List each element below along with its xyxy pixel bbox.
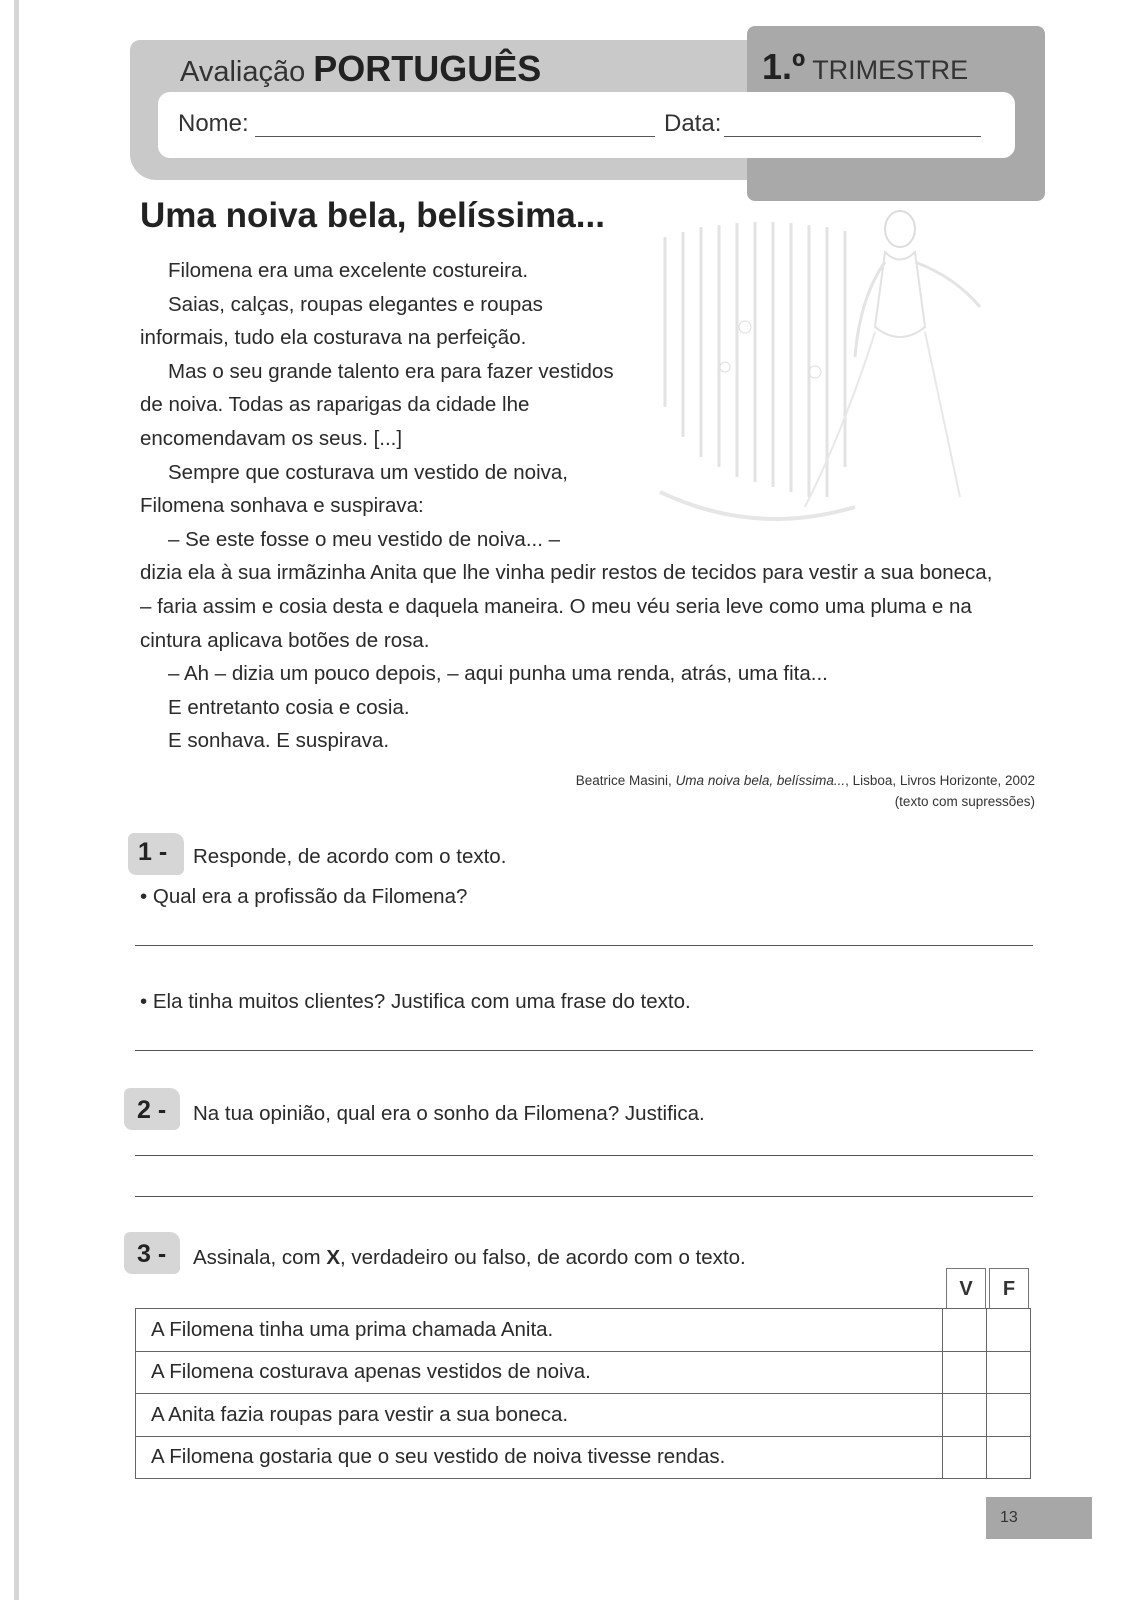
- question-3-mark: X: [326, 1246, 340, 1269]
- citation-work: Uma noiva bela, belíssima...: [675, 773, 846, 788]
- true-checkbox[interactable]: [943, 1436, 987, 1479]
- story-line: Filomena era uma excelente costureira.: [168, 259, 529, 282]
- question-3-prompt: [193, 1246, 746, 1270]
- true-checkbox[interactable]: [943, 1309, 987, 1352]
- name-field[interactable]: [255, 136, 655, 137]
- story-line: encomendavam os seus. [...]: [140, 426, 403, 450]
- question-1-prompt: Responde, de acordo com o texto.: [193, 845, 507, 868]
- source-citation: [576, 770, 1035, 812]
- column-header-v: V: [946, 1268, 986, 1308]
- table-row: [136, 1394, 1031, 1437]
- story-line: Sempre que costurava um vestido de noiva,: [168, 460, 568, 484]
- false-checkbox[interactable]: [987, 1394, 1031, 1437]
- date-field[interactable]: [724, 136, 981, 137]
- page-number: 13: [986, 1497, 1092, 1539]
- table-row: [136, 1436, 1031, 1479]
- answer-line-2b[interactable]: [135, 1196, 1033, 1197]
- statement-cell: A Filomena tinha uma prima chamada Anita.: [136, 1309, 943, 1352]
- question-3-prompt-start: Assinala, com: [193, 1246, 327, 1269]
- story-line: Saias, calças, roupas elegantes e roupas: [168, 292, 543, 316]
- story-line: dizia ela à sua irmãzinha Anita que lhe vinha pedir restos de tecidos para vestir a sua boneca,: [140, 561, 993, 585]
- question-1-number: 1 -: [138, 838, 168, 866]
- statement-cell: A Filomena gostaria que o seu vestido de noiva tivesse rendas.: [136, 1436, 943, 1479]
- story-line: – Se este fosse o meu vestido de noiva... –: [168, 527, 561, 551]
- assessment-label: Avaliação: [180, 56, 306, 88]
- assessment-title: [180, 48, 541, 90]
- false-checkbox[interactable]: [987, 1309, 1031, 1352]
- term-label: [762, 46, 968, 88]
- story-line: informais, tudo ela costurava na perfeição.: [140, 326, 527, 350]
- question-3-prompt-end: , verdadeiro ou falso, de acordo com o texto.: [340, 1246, 746, 1269]
- answer-line-1a[interactable]: [135, 945, 1033, 946]
- header-banner: [130, 40, 1045, 185]
- student-info-box: [158, 92, 1015, 158]
- answer-line-2a[interactable]: [135, 1155, 1033, 1156]
- story-line: Filomena sonhava e suspirava:: [140, 494, 424, 518]
- term-number: 1.º: [762, 46, 806, 87]
- story-line: – faria assim e cosia desta e daquela maneira. O meu véu seria leve como uma pluma e na: [140, 594, 972, 618]
- citation-note: (texto com supressões): [894, 794, 1035, 809]
- term-text: TRIMESTRE: [812, 55, 969, 85]
- false-checkbox[interactable]: [987, 1436, 1031, 1479]
- statement-cell: A Anita fazia roupas para vestir a sua boneca.: [136, 1394, 943, 1437]
- question-3-number: 3 -: [137, 1240, 167, 1268]
- story-line: cintura aplicava botões de rosa.: [140, 628, 430, 652]
- subject-label: PORTUGUÊS: [313, 48, 542, 89]
- false-checkbox[interactable]: [987, 1351, 1031, 1394]
- date-label: Data:: [664, 110, 722, 137]
- story-title: Uma noiva bela, belíssima...: [140, 196, 605, 235]
- question-2-number: 2 -: [137, 1096, 167, 1124]
- true-checkbox[interactable]: [943, 1394, 987, 1437]
- table-row: [136, 1309, 1031, 1352]
- statement-cell: A Filomena costurava apenas vestidos de noiva.: [136, 1351, 943, 1394]
- true-false-table: [135, 1308, 1031, 1479]
- true-checkbox[interactable]: [943, 1351, 987, 1394]
- name-label: Nome:: [178, 110, 249, 137]
- table-row: [136, 1351, 1031, 1394]
- story-line: – Ah – dizia um pouco depois, – aqui punha uma renda, atrás, uma fita...: [168, 662, 828, 686]
- story-line: E entretanto cosia e cosia.: [168, 695, 410, 719]
- story-line: de noiva. Todas as raparigas da cidade lhe: [140, 393, 530, 417]
- citation-author: Beatrice Masini,: [575, 773, 672, 788]
- question-2-prompt: Na tua opinião, qual era o sonho da Filomena? Justifica.: [193, 1102, 705, 1125]
- question-1b-text: • Ela tinha muitos clientes? Justifica com uma frase do texto.: [140, 990, 691, 1013]
- story-line: Mas o seu grande talento era para fazer vestidos: [168, 359, 614, 383]
- question-1a-text: • Qual era a profissão da Filomena?: [140, 885, 468, 908]
- citation-publisher: , Lisboa, Livros Horizonte, 2002: [845, 773, 1035, 788]
- binding-edge: [14, 0, 19, 1600]
- answer-line-1b[interactable]: [135, 1050, 1033, 1051]
- story-text: [140, 254, 1040, 758]
- column-header-f: F: [989, 1268, 1029, 1308]
- story-line: E sonhava. E suspirava.: [168, 729, 390, 753]
